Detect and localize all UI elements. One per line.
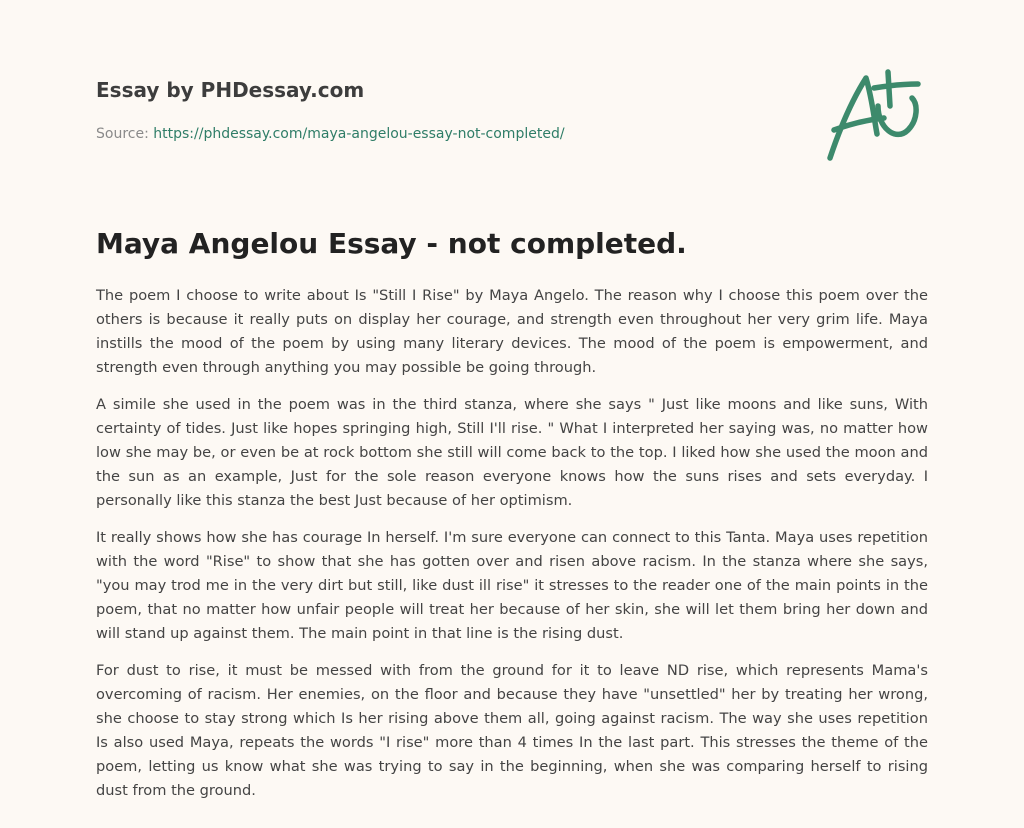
- essay-paragraph: For dust to rise, it must be messed with from the ground for it to leave ND rise, which represents Mama's overcoming of racism. Her enemies, on the floor and because they have "unsettled" her by treating her wrong, she choose to stay strong which Is her rising above them all, going against racism. The way she uses repetition Is also used Maya, repeats the words "I rise" more than 4 times In the last part. This stresses the theme of the poem, letting us know what she was trying to say in the beginning, when she was comparing herself to rising dust from the ground.: [96, 662, 928, 799]
- essay-paragraph: The poem I choose to write about Is "Still I Rise" by Maya Angelo. The reason why I choose this poem over the others is because it really puts on display her courage, and strength even throughout her very grim life. Maya instills the mood of the poem by using many literary devices. The mood of the poem is empowerment, and strength even through anything you may possible be going through.: [96, 287, 928, 376]
- a-plus-logo-icon: [822, 66, 926, 164]
- source-label: Source:: [96, 126, 154, 142]
- essay-body: [96, 284, 928, 816]
- site-title: Essay by PHDessay.com: [96, 78, 365, 102]
- essay-paragraph: A simile she used in the poem was in the third stanza, where she says " Just like moons and like suns, With certainty of tides. Just like hopes springing high, Still I'll rise. " What I interpreted her saying was, no matter how low she may be, or even be at rock bottom she still will come back to the top. I liked how she used the moon and the sun as an example, Just for the sole reason everyone knows how the suns rises and sets everyday. I personally like this stanza the best Just because of her optimism.: [96, 396, 928, 509]
- essay-title: Maya Angelou Essay - not completed.: [96, 227, 687, 260]
- source-line: [96, 124, 565, 144]
- essay-paragraph: It really shows how she has courage In herself. I'm sure everyone can connect to this Tanta. Maya uses repetition with the word "Rise" to show that she has gotten over and risen above racism. In the stanza where she says, "you may trod me in the very dirt but still, like dust ill rise" it stresses to the reader one of the main points in the poem, that no matter how unfair people will treat her because of her skin, she will let them bring her down and will stand up against them. The main point in that line is the rising dust.: [96, 529, 928, 642]
- page-header: [96, 76, 928, 142]
- source-link[interactable]: https://phdessay.com/maya-angelou-essay-not-completed/: [153, 126, 565, 142]
